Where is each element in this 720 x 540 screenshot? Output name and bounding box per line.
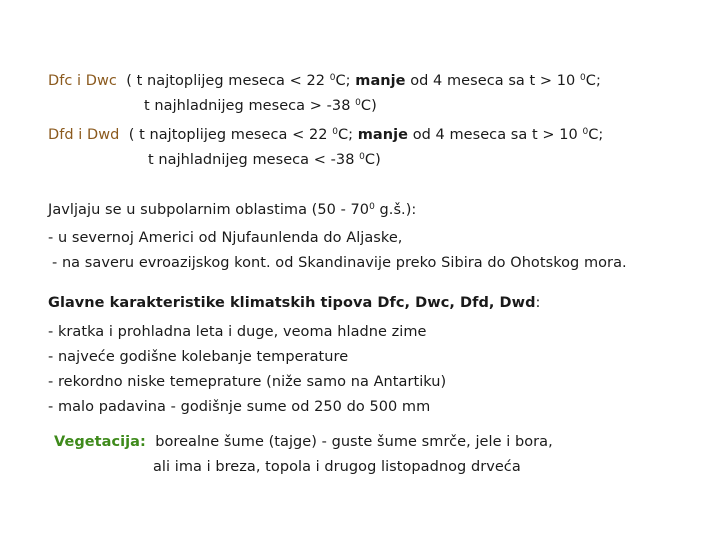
characteristics-heading-colon: : xyxy=(535,295,541,311)
distribution-line-1 xyxy=(48,201,416,219)
dfc-line-2 xyxy=(144,97,377,115)
dfc-bold-manje: manje xyxy=(355,73,406,89)
characteristics-item: - najveće godišne kolebanje temperature xyxy=(48,349,349,365)
dfd-text-2a: t najhladnijeg meseca < -38 xyxy=(148,152,360,168)
dfc-text-1d: C; xyxy=(585,73,601,89)
dfd-line-2 xyxy=(148,151,381,169)
dfd-text-1d: C; xyxy=(588,127,604,143)
dfd-bold-manje: manje xyxy=(357,127,409,143)
distribution-line-2: - u severnoj Americi od Njufaunlenda do Aljaske, xyxy=(48,230,403,246)
characteristics-item: - rekordno niske temeprature (niže samo na Antartiku) xyxy=(48,374,447,390)
dfc-degree-3: 0 xyxy=(355,98,361,108)
dfd-label: Dfd i Dwd xyxy=(48,127,120,143)
vegetation-text-1: borealne šume (tajge) - guste šume smrče, jele i bora, xyxy=(155,434,553,450)
characteristics-item: - malo padavina - godišnje sume od 250 do 500 mm xyxy=(48,399,431,415)
dfd-degree-1: 0 xyxy=(332,127,338,137)
dfd-text-2b: C) xyxy=(364,152,381,168)
dfd-text-1a: ( t najtoplijeg meseca < 22 xyxy=(128,127,333,143)
distribution-text-1a: Javljaju se u subpolarnim oblastima (50 - 70 xyxy=(48,202,370,218)
dfc-label: Dfc i Dwc xyxy=(48,73,117,89)
characteristics-heading xyxy=(48,294,540,312)
distribution-degree: 0 xyxy=(369,202,375,212)
dfc-degree-1: 0 xyxy=(329,73,336,83)
dfc-text-2a: t najhladnijeg meseca > -38 xyxy=(144,98,356,114)
characteristics-item: - kratka i prohladna leta i duge, veoma hladne zime xyxy=(48,324,427,340)
dfc-line-1 xyxy=(48,72,601,90)
dfd-text-1c: od 4 meseca sa t > 10 xyxy=(408,127,583,143)
dfc-text-1c: od 4 meseca sa t > 10 xyxy=(405,73,580,89)
dfd-degree-2: 0 xyxy=(582,127,589,137)
distribution-text-1b: g.š.): xyxy=(374,202,417,218)
vegetation-label: Vegetacija: xyxy=(54,434,146,450)
dfd-degree-3: 0 xyxy=(359,152,365,162)
dfc-text-1b: C; xyxy=(335,73,356,89)
dfc-text-2b: C) xyxy=(360,98,377,114)
distribution-line-3: - na saveru evroazijskog kont. od Skandinavije preko Sibira do Ohotskog mora. xyxy=(52,255,627,271)
vegetation-line-1 xyxy=(54,433,553,451)
dfd-text-1b: C; xyxy=(337,127,358,143)
characteristics-heading-text: Glavne karakteristike klimatskih tipova Dfc, Dwc, Dfd, Dwd xyxy=(48,295,536,311)
dfc-text-1a: ( t najtoplijeg meseca < 22 xyxy=(126,73,330,89)
dfd-line-1 xyxy=(48,126,603,144)
dfc-degree-2: 0 xyxy=(580,73,586,83)
vegetation-line-2: ali ima i breza, topola i drugog listopadnog drveća xyxy=(153,459,521,475)
